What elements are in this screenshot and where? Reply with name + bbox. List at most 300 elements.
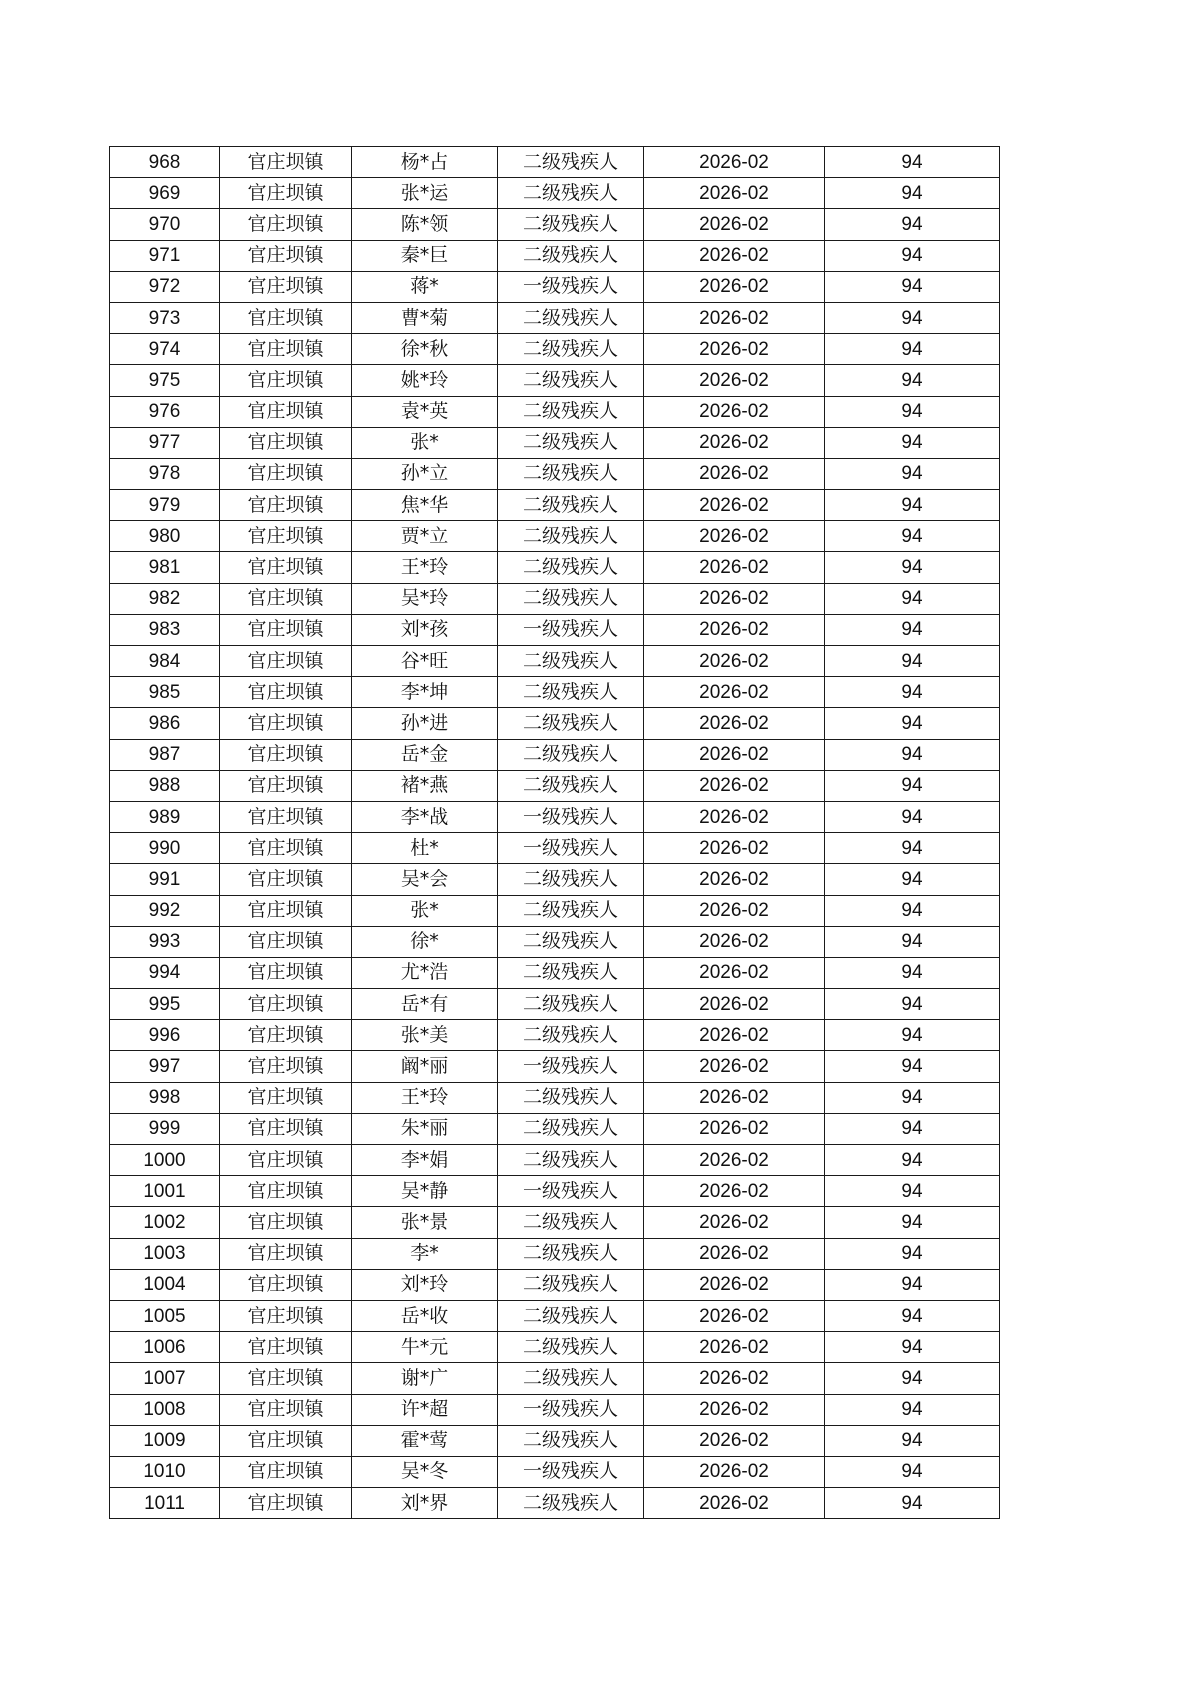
serial-number-cell: 979 <box>110 490 220 521</box>
disability-level-cell: 二级残疾人 <box>498 490 644 521</box>
serial-number-cell: 1007 <box>110 1363 220 1394</box>
disability-level-cell: 二级残疾人 <box>498 926 644 957</box>
period-cell: 2026-02 <box>644 1051 825 1082</box>
table-row <box>110 801 1000 832</box>
serial-number-cell: 970 <box>110 209 220 240</box>
disability-level-cell: 二级残疾人 <box>498 895 644 926</box>
amount-cell: 94 <box>825 365 1000 396</box>
disability-level-cell: 二级残疾人 <box>498 1113 644 1144</box>
table-row <box>110 1207 1000 1238</box>
serial-number-cell: 976 <box>110 396 220 427</box>
disability-level-cell: 一级残疾人 <box>498 1051 644 1082</box>
table-row <box>110 521 1000 552</box>
table-row <box>110 1394 1000 1425</box>
disability-level-cell: 二级残疾人 <box>498 1488 644 1519</box>
amount-cell: 94 <box>825 302 1000 333</box>
town-cell: 官庄坝镇 <box>220 1488 352 1519</box>
disability-level-cell: 二级残疾人 <box>498 1145 644 1176</box>
disability-level-cell: 二级残疾人 <box>498 1207 644 1238</box>
disability-level-cell: 二级残疾人 <box>498 240 644 271</box>
amount-cell: 94 <box>825 427 1000 458</box>
name-cell: 李*坤 <box>352 677 498 708</box>
period-cell: 2026-02 <box>644 739 825 770</box>
disability-level-cell: 二级残疾人 <box>498 396 644 427</box>
table-row <box>110 1082 1000 1113</box>
table-row <box>110 271 1000 302</box>
serial-number-cell: 1006 <box>110 1332 220 1363</box>
disability-level-cell: 二级残疾人 <box>498 646 644 677</box>
serial-number-cell: 973 <box>110 302 220 333</box>
period-cell: 2026-02 <box>644 801 825 832</box>
table-row <box>110 583 1000 614</box>
name-cell: 牛*元 <box>352 1332 498 1363</box>
amount-cell: 94 <box>825 614 1000 645</box>
town-cell: 官庄坝镇 <box>220 1394 352 1425</box>
document-page <box>109 146 999 1519</box>
serial-number-cell: 1008 <box>110 1394 220 1425</box>
period-cell: 2026-02 <box>644 240 825 271</box>
disability-level-cell: 二级残疾人 <box>498 147 644 178</box>
town-cell: 官庄坝镇 <box>220 427 352 458</box>
amount-cell: 94 <box>825 490 1000 521</box>
name-cell: 刘*玲 <box>352 1269 498 1300</box>
serial-number-cell: 1009 <box>110 1425 220 1456</box>
serial-number-cell: 1010 <box>110 1456 220 1487</box>
serial-number-cell: 968 <box>110 147 220 178</box>
serial-number-cell: 987 <box>110 739 220 770</box>
table-row <box>110 147 1000 178</box>
disability-level-cell: 二级残疾人 <box>498 1300 644 1331</box>
town-cell: 官庄坝镇 <box>220 552 352 583</box>
amount-cell: 94 <box>825 677 1000 708</box>
table-row <box>110 739 1000 770</box>
town-cell: 官庄坝镇 <box>220 770 352 801</box>
table-row <box>110 1269 1000 1300</box>
table-row <box>110 490 1000 521</box>
town-cell: 官庄坝镇 <box>220 895 352 926</box>
table-row <box>110 365 1000 396</box>
amount-cell: 94 <box>825 1238 1000 1269</box>
serial-number-cell: 969 <box>110 178 220 209</box>
disability-level-cell: 一级残疾人 <box>498 271 644 302</box>
name-cell: 吴*会 <box>352 864 498 895</box>
disability-level-cell: 一级残疾人 <box>498 614 644 645</box>
period-cell: 2026-02 <box>644 1363 825 1394</box>
name-cell: 刘*孩 <box>352 614 498 645</box>
name-cell: 尤*浩 <box>352 957 498 988</box>
disability-level-cell: 二级残疾人 <box>498 989 644 1020</box>
serial-number-cell: 1002 <box>110 1207 220 1238</box>
amount-cell: 94 <box>825 552 1000 583</box>
name-cell: 陈*领 <box>352 209 498 240</box>
table-row <box>110 864 1000 895</box>
disability-level-cell: 二级残疾人 <box>498 1020 644 1051</box>
town-cell: 官庄坝镇 <box>220 801 352 832</box>
disability-level-cell: 二级残疾人 <box>498 1082 644 1113</box>
disability-level-cell: 二级残疾人 <box>498 957 644 988</box>
name-cell: 阚*丽 <box>352 1051 498 1082</box>
disability-level-cell: 二级残疾人 <box>498 1425 644 1456</box>
name-cell: 谷*旺 <box>352 646 498 677</box>
table-row <box>110 552 1000 583</box>
serial-number-cell: 995 <box>110 989 220 1020</box>
name-cell: 蒋* <box>352 271 498 302</box>
disability-level-cell: 二级残疾人 <box>498 178 644 209</box>
period-cell: 2026-02 <box>644 427 825 458</box>
table-row <box>110 1051 1000 1082</box>
table-row <box>110 458 1000 489</box>
serial-number-cell: 1003 <box>110 1238 220 1269</box>
table-row <box>110 427 1000 458</box>
table-row <box>110 677 1000 708</box>
period-cell: 2026-02 <box>644 209 825 240</box>
name-cell: 许*超 <box>352 1394 498 1425</box>
name-cell: 张*运 <box>352 178 498 209</box>
period-cell: 2026-02 <box>644 1332 825 1363</box>
amount-cell: 94 <box>825 895 1000 926</box>
town-cell: 官庄坝镇 <box>220 833 352 864</box>
period-cell: 2026-02 <box>644 1082 825 1113</box>
period-cell: 2026-02 <box>644 833 825 864</box>
name-cell: 杜* <box>352 833 498 864</box>
amount-cell: 94 <box>825 334 1000 365</box>
name-cell: 岳*有 <box>352 989 498 1020</box>
serial-number-cell: 986 <box>110 708 220 739</box>
amount-cell: 94 <box>825 1300 1000 1331</box>
town-cell: 官庄坝镇 <box>220 1456 352 1487</box>
name-cell: 王*玲 <box>352 552 498 583</box>
disability-level-cell: 一级残疾人 <box>498 1394 644 1425</box>
town-cell: 官庄坝镇 <box>220 490 352 521</box>
disability-level-cell: 一级残疾人 <box>498 833 644 864</box>
table-row <box>110 708 1000 739</box>
name-cell: 岳*收 <box>352 1300 498 1331</box>
serial-number-cell: 982 <box>110 583 220 614</box>
town-cell: 官庄坝镇 <box>220 209 352 240</box>
name-cell: 曹*菊 <box>352 302 498 333</box>
table-row <box>110 1363 1000 1394</box>
period-cell: 2026-02 <box>644 1488 825 1519</box>
name-cell: 徐*秋 <box>352 334 498 365</box>
amount-cell: 94 <box>825 833 1000 864</box>
amount-cell: 94 <box>825 1425 1000 1456</box>
serial-number-cell: 989 <box>110 801 220 832</box>
subsidy-table <box>109 146 1000 1519</box>
period-cell: 2026-02 <box>644 989 825 1020</box>
name-cell: 袁*英 <box>352 396 498 427</box>
period-cell: 2026-02 <box>644 614 825 645</box>
town-cell: 官庄坝镇 <box>220 1332 352 1363</box>
serial-number-cell: 998 <box>110 1082 220 1113</box>
town-cell: 官庄坝镇 <box>220 957 352 988</box>
table-row <box>110 926 1000 957</box>
name-cell: 张*美 <box>352 1020 498 1051</box>
name-cell: 李*娟 <box>352 1145 498 1176</box>
disability-level-cell: 二级残疾人 <box>498 677 644 708</box>
disability-level-cell: 二级残疾人 <box>498 708 644 739</box>
name-cell: 李*战 <box>352 801 498 832</box>
amount-cell: 94 <box>825 646 1000 677</box>
disability-level-cell: 二级残疾人 <box>498 552 644 583</box>
town-cell: 官庄坝镇 <box>220 1238 352 1269</box>
name-cell: 贾*立 <box>352 521 498 552</box>
disability-level-cell: 二级残疾人 <box>498 521 644 552</box>
serial-number-cell: 972 <box>110 271 220 302</box>
disability-level-cell: 二级残疾人 <box>498 427 644 458</box>
period-cell: 2026-02 <box>644 1269 825 1300</box>
disability-level-cell: 二级残疾人 <box>498 1238 644 1269</box>
table-row <box>110 302 1000 333</box>
amount-cell: 94 <box>825 1332 1000 1363</box>
serial-number-cell: 991 <box>110 864 220 895</box>
period-cell: 2026-02 <box>644 365 825 396</box>
table-row <box>110 1238 1000 1269</box>
serial-number-cell: 975 <box>110 365 220 396</box>
table-row <box>110 1456 1000 1487</box>
name-cell: 秦*巨 <box>352 240 498 271</box>
disability-level-cell: 二级残疾人 <box>498 583 644 614</box>
name-cell: 霍*莺 <box>352 1425 498 1456</box>
town-cell: 官庄坝镇 <box>220 677 352 708</box>
amount-cell: 94 <box>825 1020 1000 1051</box>
amount-cell: 94 <box>825 1269 1000 1300</box>
table-row <box>110 989 1000 1020</box>
table-row <box>110 1176 1000 1207</box>
table-row <box>110 770 1000 801</box>
serial-number-cell: 992 <box>110 895 220 926</box>
serial-number-cell: 988 <box>110 770 220 801</box>
table-row <box>110 1020 1000 1051</box>
town-cell: 官庄坝镇 <box>220 147 352 178</box>
town-cell: 官庄坝镇 <box>220 1145 352 1176</box>
town-cell: 官庄坝镇 <box>220 302 352 333</box>
disability-level-cell: 二级残疾人 <box>498 365 644 396</box>
name-cell: 吴*玲 <box>352 583 498 614</box>
town-cell: 官庄坝镇 <box>220 1425 352 1456</box>
town-cell: 官庄坝镇 <box>220 240 352 271</box>
disability-level-cell: 二级残疾人 <box>498 1269 644 1300</box>
town-cell: 官庄坝镇 <box>220 458 352 489</box>
table-row <box>110 957 1000 988</box>
town-cell: 官庄坝镇 <box>220 614 352 645</box>
name-cell: 姚*玲 <box>352 365 498 396</box>
period-cell: 2026-02 <box>644 490 825 521</box>
name-cell: 刘*界 <box>352 1488 498 1519</box>
town-cell: 官庄坝镇 <box>220 1207 352 1238</box>
period-cell: 2026-02 <box>644 1207 825 1238</box>
period-cell: 2026-02 <box>644 895 825 926</box>
town-cell: 官庄坝镇 <box>220 521 352 552</box>
disability-level-cell: 一级残疾人 <box>498 1176 644 1207</box>
period-cell: 2026-02 <box>644 1020 825 1051</box>
town-cell: 官庄坝镇 <box>220 864 352 895</box>
table-row <box>110 209 1000 240</box>
table-row <box>110 895 1000 926</box>
serial-number-cell: 993 <box>110 926 220 957</box>
period-cell: 2026-02 <box>644 396 825 427</box>
serial-number-cell: 984 <box>110 646 220 677</box>
table-row <box>110 1113 1000 1144</box>
amount-cell: 94 <box>825 1145 1000 1176</box>
name-cell: 王*玲 <box>352 1082 498 1113</box>
name-cell: 李* <box>352 1238 498 1269</box>
amount-cell: 94 <box>825 583 1000 614</box>
period-cell: 2026-02 <box>644 1394 825 1425</box>
period-cell: 2026-02 <box>644 334 825 365</box>
town-cell: 官庄坝镇 <box>220 1363 352 1394</box>
serial-number-cell: 996 <box>110 1020 220 1051</box>
period-cell: 2026-02 <box>644 770 825 801</box>
table-row <box>110 833 1000 864</box>
name-cell: 焦*华 <box>352 490 498 521</box>
disability-level-cell: 二级残疾人 <box>498 1363 644 1394</box>
serial-number-cell: 999 <box>110 1113 220 1144</box>
name-cell: 孙*立 <box>352 458 498 489</box>
serial-number-cell: 990 <box>110 833 220 864</box>
amount-cell: 94 <box>825 739 1000 770</box>
disability-level-cell: 二级残疾人 <box>498 864 644 895</box>
name-cell: 张*景 <box>352 1207 498 1238</box>
period-cell: 2026-02 <box>644 521 825 552</box>
amount-cell: 94 <box>825 1113 1000 1144</box>
amount-cell: 94 <box>825 801 1000 832</box>
town-cell: 官庄坝镇 <box>220 739 352 770</box>
disability-level-cell: 一级残疾人 <box>498 1456 644 1487</box>
town-cell: 官庄坝镇 <box>220 1020 352 1051</box>
table-row <box>110 396 1000 427</box>
town-cell: 官庄坝镇 <box>220 583 352 614</box>
name-cell: 孙*进 <box>352 708 498 739</box>
serial-number-cell: 1005 <box>110 1300 220 1331</box>
period-cell: 2026-02 <box>644 552 825 583</box>
amount-cell: 94 <box>825 989 1000 1020</box>
period-cell: 2026-02 <box>644 458 825 489</box>
serial-number-cell: 978 <box>110 458 220 489</box>
table-row <box>110 1300 1000 1331</box>
disability-level-cell: 二级残疾人 <box>498 770 644 801</box>
name-cell: 吴*冬 <box>352 1456 498 1487</box>
amount-cell: 94 <box>825 708 1000 739</box>
amount-cell: 94 <box>825 957 1000 988</box>
table-row <box>110 1145 1000 1176</box>
amount-cell: 94 <box>825 1176 1000 1207</box>
serial-number-cell: 1004 <box>110 1269 220 1300</box>
amount-cell: 94 <box>825 1082 1000 1113</box>
table-row <box>110 1332 1000 1363</box>
amount-cell: 94 <box>825 1456 1000 1487</box>
serial-number-cell: 980 <box>110 521 220 552</box>
period-cell: 2026-02 <box>644 583 825 614</box>
period-cell: 2026-02 <box>644 1113 825 1144</box>
town-cell: 官庄坝镇 <box>220 1051 352 1082</box>
name-cell: 徐* <box>352 926 498 957</box>
period-cell: 2026-02 <box>644 147 825 178</box>
town-cell: 官庄坝镇 <box>220 1113 352 1144</box>
period-cell: 2026-02 <box>644 677 825 708</box>
period-cell: 2026-02 <box>644 926 825 957</box>
disability-level-cell: 二级残疾人 <box>498 739 644 770</box>
table-row <box>110 240 1000 271</box>
disability-level-cell: 二级残疾人 <box>498 1332 644 1363</box>
town-cell: 官庄坝镇 <box>220 926 352 957</box>
period-cell: 2026-02 <box>644 957 825 988</box>
town-cell: 官庄坝镇 <box>220 989 352 1020</box>
town-cell: 官庄坝镇 <box>220 646 352 677</box>
amount-cell: 94 <box>825 147 1000 178</box>
amount-cell: 94 <box>825 864 1000 895</box>
amount-cell: 94 <box>825 521 1000 552</box>
name-cell: 杨*占 <box>352 147 498 178</box>
period-cell: 2026-02 <box>644 1176 825 1207</box>
amount-cell: 94 <box>825 1051 1000 1082</box>
period-cell: 2026-02 <box>644 708 825 739</box>
amount-cell: 94 <box>825 458 1000 489</box>
town-cell: 官庄坝镇 <box>220 1269 352 1300</box>
table-row <box>110 1488 1000 1519</box>
period-cell: 2026-02 <box>644 1300 825 1331</box>
name-cell: 岳*金 <box>352 739 498 770</box>
amount-cell: 94 <box>825 271 1000 302</box>
amount-cell: 94 <box>825 1363 1000 1394</box>
period-cell: 2026-02 <box>644 646 825 677</box>
town-cell: 官庄坝镇 <box>220 1300 352 1331</box>
serial-number-cell: 983 <box>110 614 220 645</box>
amount-cell: 94 <box>825 240 1000 271</box>
serial-number-cell: 985 <box>110 677 220 708</box>
name-cell: 褚*燕 <box>352 770 498 801</box>
name-cell: 张* <box>352 427 498 458</box>
serial-number-cell: 981 <box>110 552 220 583</box>
table-row <box>110 178 1000 209</box>
period-cell: 2026-02 <box>644 1425 825 1456</box>
name-cell: 谢*广 <box>352 1363 498 1394</box>
serial-number-cell: 971 <box>110 240 220 271</box>
name-cell: 朱*丽 <box>352 1113 498 1144</box>
town-cell: 官庄坝镇 <box>220 365 352 396</box>
serial-number-cell: 994 <box>110 957 220 988</box>
serial-number-cell: 977 <box>110 427 220 458</box>
name-cell: 吴*静 <box>352 1176 498 1207</box>
period-cell: 2026-02 <box>644 1238 825 1269</box>
town-cell: 官庄坝镇 <box>220 396 352 427</box>
town-cell: 官庄坝镇 <box>220 1082 352 1113</box>
period-cell: 2026-02 <box>644 302 825 333</box>
amount-cell: 94 <box>825 926 1000 957</box>
period-cell: 2026-02 <box>644 271 825 302</box>
serial-number-cell: 1001 <box>110 1176 220 1207</box>
period-cell: 2026-02 <box>644 178 825 209</box>
period-cell: 2026-02 <box>644 1456 825 1487</box>
serial-number-cell: 1011 <box>110 1488 220 1519</box>
name-cell: 张* <box>352 895 498 926</box>
amount-cell: 94 <box>825 1488 1000 1519</box>
town-cell: 官庄坝镇 <box>220 178 352 209</box>
disability-level-cell: 一级残疾人 <box>498 801 644 832</box>
period-cell: 2026-02 <box>644 1145 825 1176</box>
town-cell: 官庄坝镇 <box>220 334 352 365</box>
amount-cell: 94 <box>825 1207 1000 1238</box>
amount-cell: 94 <box>825 1394 1000 1425</box>
table-row <box>110 334 1000 365</box>
disability-level-cell: 二级残疾人 <box>498 334 644 365</box>
table-row <box>110 614 1000 645</box>
town-cell: 官庄坝镇 <box>220 1176 352 1207</box>
amount-cell: 94 <box>825 178 1000 209</box>
table-body <box>110 147 1000 1519</box>
amount-cell: 94 <box>825 209 1000 240</box>
town-cell: 官庄坝镇 <box>220 708 352 739</box>
town-cell: 官庄坝镇 <box>220 271 352 302</box>
